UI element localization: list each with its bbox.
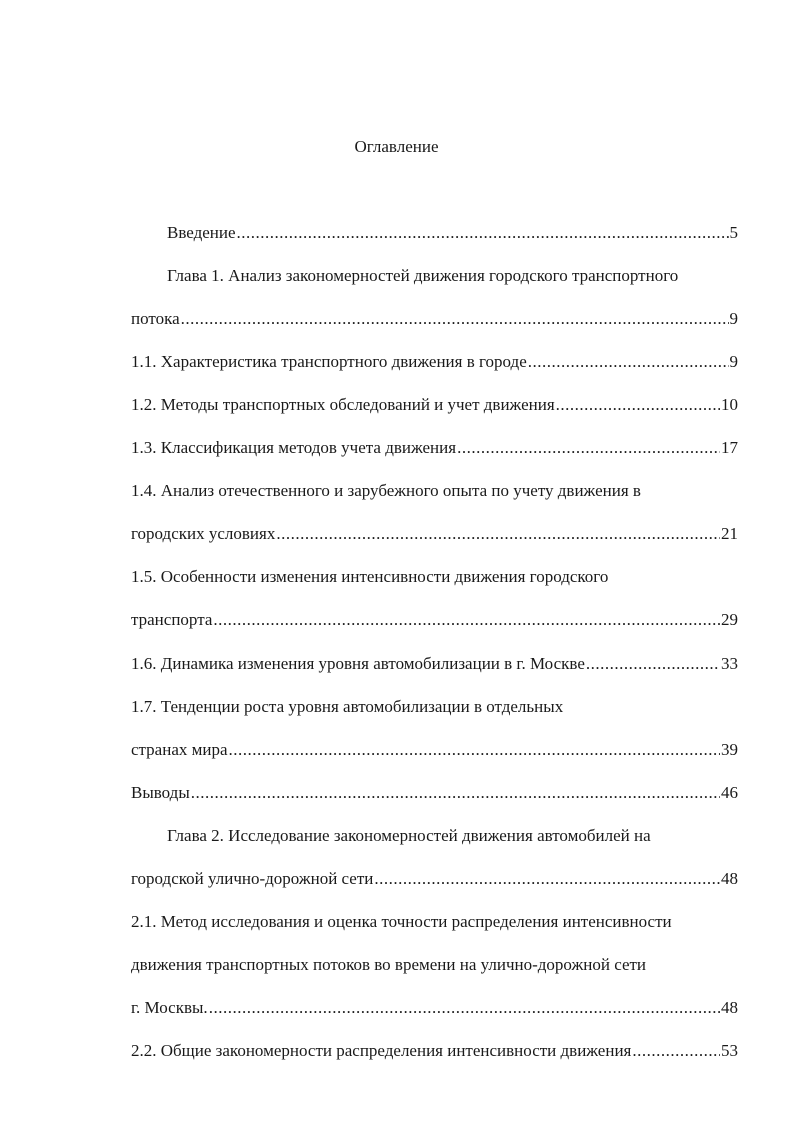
- toc-entry-line: Глава 1. Анализ закономерностей движения городского транспортного: [167, 266, 679, 285]
- toc-page-number: 9: [729, 309, 738, 328]
- toc-entry-text: потока: [131, 309, 180, 328]
- toc-entry-line: движения транспортных потоков во времени на улично-дорожной сети: [131, 955, 647, 974]
- toc-entry-text: г. Москвы.: [131, 998, 208, 1017]
- toc-entry-line: [131, 1039, 738, 1063]
- toc-page-number: 9: [729, 352, 738, 371]
- toc-entry-line: [131, 221, 738, 245]
- page-title: Оглавление: [354, 137, 439, 156]
- toc-entry-line: 1.5. Особенности изменения интенсивности движения городского: [131, 567, 609, 586]
- dot-leader: [556, 393, 720, 417]
- dot-leader: [209, 996, 720, 1020]
- toc-entry-line: [131, 608, 738, 632]
- dot-leader: [213, 608, 720, 632]
- toc-page-number: 33: [721, 654, 738, 673]
- toc-page-number: 5: [729, 223, 738, 242]
- dot-leader: [528, 350, 729, 374]
- dot-leader: [374, 867, 720, 891]
- toc-page-number: 21: [721, 524, 738, 543]
- dot-leader: [181, 307, 729, 331]
- toc-entry-text: 1.6. Динамика изменения уровня автомобилизации в г. Москве: [131, 654, 585, 673]
- toc-page-number: 39: [721, 740, 738, 759]
- toc-page-number: 48: [721, 998, 738, 1017]
- toc-entry-text: городских условиях: [131, 524, 276, 543]
- toc-entry-text: Введение: [167, 223, 236, 242]
- toc-page-number: 48: [721, 869, 738, 888]
- toc-entry-line: [131, 996, 738, 1020]
- dot-leader: [457, 436, 720, 460]
- toc-entry-line: 2.1. Метод исследования и оценка точности распределения интенсивности: [131, 912, 672, 931]
- toc-entry-line: [131, 738, 738, 762]
- toc-page-number: 46: [721, 783, 738, 802]
- toc-entry-line: [131, 436, 738, 460]
- toc-entry-line: [131, 350, 738, 374]
- dot-leader: [586, 652, 720, 676]
- toc-page-number: 53: [721, 1041, 738, 1060]
- toc-entry-text: 1.2. Методы транспортных обследований и учет движения: [131, 395, 555, 414]
- toc-entry-line: [131, 522, 738, 546]
- toc-entry-text: 1.1. Характеристика транспортного движения в городе: [131, 352, 527, 371]
- toc-entry-line: [131, 393, 738, 417]
- toc-entry-text: Выводы: [131, 783, 190, 802]
- toc-entry-text: 2.2. Общие закономерности распределения интенсивности движения: [131, 1041, 632, 1060]
- toc-entry-text: транспорта: [131, 610, 213, 629]
- toc-entry-line: [131, 781, 738, 805]
- toc-page-number: 29: [721, 610, 738, 629]
- dot-leader: [276, 522, 720, 546]
- toc-page-number: 10: [721, 395, 738, 414]
- dot-leader: [229, 738, 720, 762]
- toc-entry-text: странах мира: [131, 740, 228, 759]
- dot-leader: [632, 1039, 720, 1063]
- dot-leader: [237, 221, 729, 245]
- dot-leader: [191, 781, 720, 805]
- toc-entry-text: 1.3. Классификация методов учета движения: [131, 438, 457, 457]
- toc-page-number: 17: [721, 438, 738, 457]
- toc-entry-line: [131, 652, 738, 676]
- toc-entry-text: городской улично-дорожной сети: [131, 869, 374, 888]
- toc-entry-line: 1.7. Тенденции роста уровня автомобилизации в отдельных: [131, 697, 564, 716]
- toc-entry-line: [131, 867, 738, 891]
- toc-entry-line: [131, 307, 738, 331]
- toc-entry-line: 1.4. Анализ отечественного и зарубежного опыта по учету движения в: [131, 481, 641, 500]
- toc-entry-line: Глава 2. Исследование закономерностей движения автомобилей на: [167, 826, 651, 845]
